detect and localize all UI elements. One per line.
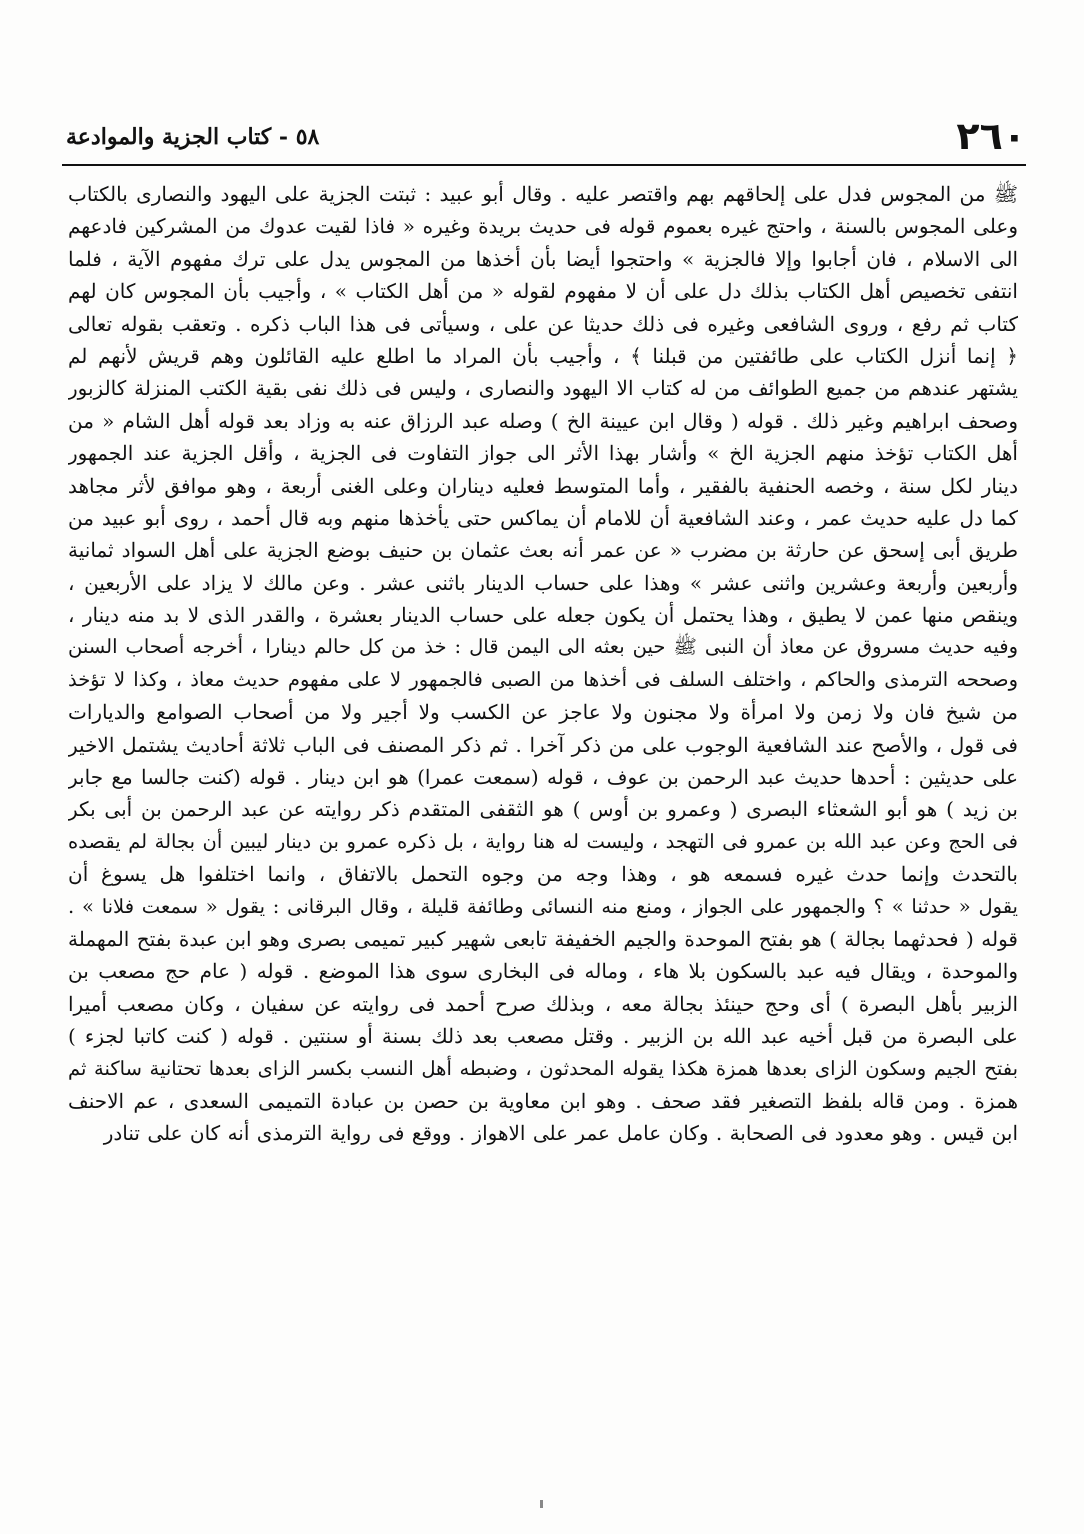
- text-line: على البصرة من قبل أخيه عبد الله بن الزبير . وقتل مصعب بعد ذلك بسنة أو سنتين . قوله ( كنت كاتبا لجزء ): [68, 1024, 1018, 1049]
- text-line: همزة . ومن قاله بلفظ التصغير فقد صحف . وهو ابن معاوية بن حصن بن عبادة التميمى السعدى ، عم الاحنف: [68, 1088, 1018, 1113]
- text-line: كتاب ثم رفع ، وروى الشافعى وغيره فى ذلك حديثا عن على ، وسيأتى فى هذا الباب ذكره . وتعقب بقوله تعالى: [68, 311, 1018, 336]
- text-line: بن زيد ) هو أبو الشعثاء البصرى ( وعمرو بن أوس ) هو الثقفى المتقدم ذكر روايته عن عبد الرحمن بن أبى بكر: [68, 797, 1018, 822]
- text-line: ﷺ من المجوس فدل على إلحاقهم بهم واقتصر عليه . وقال أبو عبيد : ثبتت الجزية على اليهود والنصارى بالكتاب: [68, 182, 1018, 206]
- text-line: وصححه الترمذى والحاكم ، واختلف السلف فى أخذها من الصبى فالجمهور لا على مفهوم حديث معاذ ، وكذا لا تؤخذ: [68, 667, 1018, 691]
- page-number: ٢٦٠: [956, 114, 1026, 158]
- text-line: قوله ( فحدثهما بجالة ) هو بفتح الموحدة والجيم الخفيفة تابعى شهير كبير تميمى بصرى وهو ابن عبدة بفتح المهملة: [68, 926, 1018, 951]
- running-title: ٥٨ - كتاب الجزية والموادعة: [66, 124, 320, 150]
- text-line: انتفى تخصيص أهل الكتاب بذلك دل على أن لا مفهوم لقوله « من أهل الكتاب » ، وأجيب بأن المجوس كان لهم: [68, 279, 1018, 304]
- text-line: أهل الكتاب تؤخذ منهم الجزية الخ » وأشار بهذا الأثر الى جواز التفاوت فى الجزية ، وأقل الجزية عند الجمهور: [68, 441, 1018, 466]
- text-line: يقول « حدثنا » ؟ والجمهور على الجواز ، ومنع منه النسائى وطائفة قليلة ، وقال البرقانى : يقول « سمعت فلانا » .: [68, 894, 1018, 918]
- text-line: وأربعين وأربعة وعشرين واثنى عشر » وهذا على حساب الدينار باثنى عشر . وعن مالك لا يزاد على الأربعين ،: [68, 570, 1018, 595]
- text-line: كما دل عليه حديث عمر ، وعند الشافعية أن للامام أن يماكس حتى يأخذها منهم وبه قال أحمد ، روى أبو عبيد من: [68, 505, 1018, 530]
- text-line: ﴿ إنما أنزل الكتاب على طائفتين من قبلنا ﴾ ، وأجيب بأن المراد ما اطلع عليه القائلون وهم قريش لأنهم لم: [68, 343, 1018, 368]
- text-line: دينار لكل سنة ، وخصه الحنفية بالفقير ، وأما المتوسط فعليه ديناران وعلى الغنى أربعة ، وهو موافق لأثر مجاهد: [68, 473, 1018, 498]
- commentary-text: [68, 178, 1018, 1488]
- text-line: بفتح الجيم وسكون الزاى بعدها همزة هكذا يقوله المحدثون ، وضبطه أهل النسب بكسر الزاى بعدها تحتانية ساكنة ثم: [68, 1056, 1018, 1080]
- text-line: فى الحج وعن عبد الله بن عمرو فى التهجد ، وليست له هنا رواية ، بل ذكره عمرو بن دينار ليبين أن بجالة لم يقصده: [68, 829, 1018, 853]
- page-header: [62, 112, 1026, 162]
- text-line: وينقص منها عمن لا يطيق ، وهذا يحتمل أن يكون جعله على حساب الدينار بعشرة ، والقدر الذى لا بد منه دينار ،: [68, 603, 1018, 628]
- text-line: طريق أبى إسحق عن حارثة بن مضرب « عن عمر أنه بعث عثمان بن حنيف بوضع الجزية على أهل السواد ثمانية: [68, 538, 1018, 563]
- text-line: يشتهر عندهم من جميع الطوائف من له كتاب الا اليهود والنصارى ، وليس فى ذلك نفى بقية الكتب المنزلة كالزبور: [68, 376, 1018, 401]
- text-line: وفيه حديث مسروق عن معاذ أن النبى ﷺ حين بعثه الى اليمن قال : خذ من كل حالم دينارا ، أخرجه أصحاب السنن: [68, 635, 1018, 659]
- text-line: على حديثين : أحدها حديث عبد الرحمن بن عوف ، قوله (سمعت عمرا) هو ابن دينار . قوله (كنت جالسا مع جابر: [68, 765, 1018, 790]
- text-line: والموحدة ، ويقال فيه عبد بالسكون بلا هاء ، وماله فى البخارى سوى هذا الموضع . قوله ( عام حج مصعب بن: [68, 959, 1018, 984]
- text-line: وصحف ابراهيم وغير ذلك . قوله ( وقال ابن عيينة الخ ) وصله عبد الرزاق عنه به وزاد بعد قوله أهل الشام « من: [68, 408, 1018, 433]
- text-line: بالتحدث وإنما حدث غيره فسمعه هو ، وهذا وجه من وجوه التحمل بالاتفاق ، وانما اختلفوا هل يسوغ أن: [68, 862, 1018, 887]
- text-line: ابن قيس . وهو معدود فى الصحابة . وكان عامل عمر على الاهواز . ووقع فى رواية الترمذى أنه كان على تنادر: [103, 1121, 1018, 1146]
- text-line: وعلى المجوس بالسنة ، واحتج غيره بعموم قوله فى حديث بريدة وغيره « فاذا لقيت عدوك من المشركين فادعهم: [68, 214, 1018, 239]
- header-divider: [62, 164, 1026, 166]
- text-line: الزبير بأهل البصرة ) أى وحج حينئذ بجالة معه ، وبذلك صرح أحمد فى روايته عن سفيان ، وكان مصعب أميرا: [68, 991, 1018, 1016]
- page-footer-mark: [540, 1500, 543, 1508]
- text-line: من شيخ فان ولا زمن ولا امرأة ولا مجنون ولا عاجز عن الكسب ولا أجير ولا من أصحاب الصوامع والديارات: [68, 700, 1018, 725]
- text-line: الى الاسلام ، فان أجابوا وإلا فالجزية » واحتجوا أيضا بأن أخذها من المجوس يدل على ترك مفهوم الآية ، فلما: [68, 246, 1018, 271]
- text-line: فى قول ، والأصح عند الشافعية الوجوب على من ذكر آخرا . ثم ذكر المصنف فى الباب ثلاثة أحاديث يشتمل الاخير: [68, 732, 1018, 757]
